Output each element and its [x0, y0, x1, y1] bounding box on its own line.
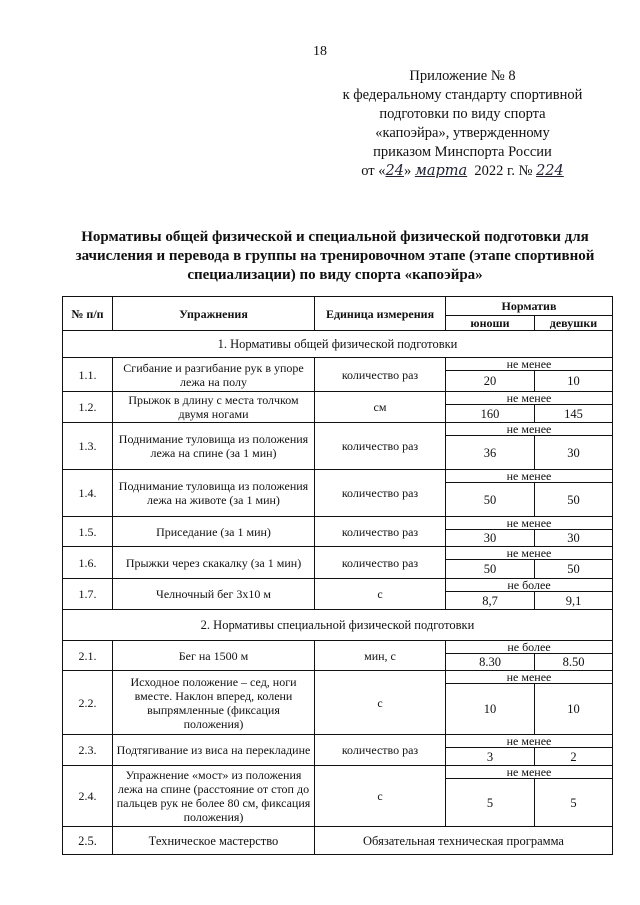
row-unit: с [315, 766, 446, 827]
row-num: 1.5. [63, 517, 113, 547]
row-boys: 36 [446, 436, 535, 470]
row-unit: количество раз [315, 735, 446, 766]
table-row [63, 579, 613, 592]
table-row [63, 671, 613, 684]
row-condition: не менее [446, 392, 613, 405]
row-exercise: Бег на 1500 м [113, 641, 315, 671]
header-exercise: Упражнения [113, 297, 315, 331]
table-row [63, 735, 613, 748]
row-exercise: Поднимание туловища из положения лежа на животе (за 1 мин) [113, 470, 315, 517]
row-program: Обязательная техническая программа [315, 827, 613, 855]
row-exercise: Сгибание и разгибание рук в упоре лежа на полу [113, 358, 315, 392]
header-num: № п/п [63, 297, 113, 331]
row-boys: 160 [446, 405, 535, 423]
row-exercise: Исходное положение – сед, ноги вместе. Наклон вперед, колени выпрямленные (фиксация положения) [113, 671, 315, 735]
table-row [63, 547, 613, 560]
row-unit: с [315, 671, 446, 735]
appendix-line: к федеральному стандарту спортивной [342, 87, 583, 103]
row-boys: 50 [446, 560, 535, 579]
row-num: 1.7. [63, 579, 113, 610]
row-boys: 50 [446, 483, 535, 517]
table-row [63, 641, 613, 654]
row-unit: количество раз [315, 547, 446, 579]
row-girls: 145 [535, 405, 613, 423]
header-unit: Единица измерения [315, 297, 446, 331]
table-row [63, 470, 613, 483]
handwritten-day: 24 [385, 163, 404, 179]
table-row [63, 423, 613, 436]
appendix-line: приказом Минспорта России [373, 144, 552, 160]
row-boys: 3 [446, 748, 535, 766]
row-boys: 20 [446, 371, 535, 392]
row-condition: не менее [446, 735, 613, 748]
row-condition: не менее [446, 470, 613, 483]
handwritten-month: марта [414, 163, 468, 179]
row-girls: 10 [535, 684, 613, 735]
document-title: Нормативы общей физической и специальной физической подготовки для зачисления и перевода в группы на тренировочном этапе (этапе спортивной специализации) по виду спорта «капоэйра» [75, 229, 595, 283]
row-boys: 30 [446, 530, 535, 547]
row-exercise: Поднимание туловища из положения лежа на спине (за 1 мин) [113, 423, 315, 470]
row-girls: 8.50 [535, 654, 613, 671]
row-girls: 30 [535, 436, 613, 470]
row-condition: не менее [446, 671, 613, 684]
row-num: 1.3. [63, 423, 113, 470]
row-condition: не менее [446, 547, 613, 560]
row-unit: с [315, 579, 446, 610]
table-row [63, 517, 613, 530]
row-num: 2.2. [63, 671, 113, 735]
appendix-line: «капоэйра», утвержденному [375, 125, 550, 141]
header-norm: Норматив [446, 297, 613, 316]
row-exercise: Приседание (за 1 мин) [113, 517, 315, 547]
row-num: 2.4. [63, 766, 113, 827]
row-girls: 5 [535, 779, 613, 827]
row-boys: 5 [446, 779, 535, 827]
order-date [315, 162, 610, 181]
header-boys: юноши [446, 316, 535, 331]
row-num: 1.1. [63, 358, 113, 392]
row-condition: не менее [446, 358, 613, 371]
row-condition: не менее [446, 766, 613, 779]
norms-table [62, 296, 613, 855]
row-boys: 10 [446, 684, 535, 735]
row-condition: не менее [446, 423, 613, 436]
page-number: 18 [313, 44, 327, 59]
row-unit: см [315, 392, 446, 423]
row-exercise: Прыжок в длину с места толчком двумя ногами [113, 392, 315, 423]
date-year: 2022 г. № [474, 163, 533, 179]
row-unit: количество раз [315, 423, 446, 470]
row-exercise: Упражнение «мост» из положения лежа на спине (расстояние от стоп до пальцев рук не более 80 см, фиксация положения) [113, 766, 315, 827]
row-girls: 50 [535, 560, 613, 579]
row-unit: количество раз [315, 470, 446, 517]
table-row [63, 827, 613, 855]
row-unit: количество раз [315, 517, 446, 547]
appendix-line: Приложение № 8 [409, 68, 516, 84]
row-exercise: Техническое мастерство [113, 827, 315, 855]
handwritten-number: 224 [536, 163, 564, 179]
table-row [63, 392, 613, 405]
row-num: 2.3. [63, 735, 113, 766]
row-boys: 8,7 [446, 592, 535, 610]
row-num: 1.2. [63, 392, 113, 423]
row-num: 1.6. [63, 547, 113, 579]
appendix-line: подготовки по виду спорта [379, 106, 546, 122]
row-num: 1.4. [63, 470, 113, 517]
section-title: 2. Нормативы специальной физической подготовки [63, 610, 613, 641]
table-row [63, 766, 613, 779]
date-mid: » [403, 163, 412, 179]
row-condition: не менее [446, 517, 613, 530]
date-prefix: от « [361, 163, 386, 179]
appendix-header [315, 67, 610, 181]
row-girls: 10 [535, 371, 613, 392]
row-girls: 30 [535, 530, 613, 547]
row-num: 2.5. [63, 827, 113, 855]
row-num: 2.1. [63, 641, 113, 671]
row-condition: не более [446, 579, 613, 592]
row-unit: мин, с [315, 641, 446, 671]
row-girls: 50 [535, 483, 613, 517]
header-girls: девушки [535, 316, 613, 331]
row-girls: 2 [535, 748, 613, 766]
row-exercise: Подтягивание из виса на перекладине [113, 735, 315, 766]
table-row [63, 358, 613, 371]
row-condition: не более [446, 641, 613, 654]
row-exercise: Прыжки через скакалку (за 1 мин) [113, 547, 315, 579]
row-girls: 9,1 [535, 592, 613, 610]
row-exercise: Челночный бег 3x10 м [113, 579, 315, 610]
row-unit: количество раз [315, 358, 446, 392]
row-boys: 8.30 [446, 654, 535, 671]
section-title: 1. Нормативы общей физической подготовки [63, 331, 613, 358]
